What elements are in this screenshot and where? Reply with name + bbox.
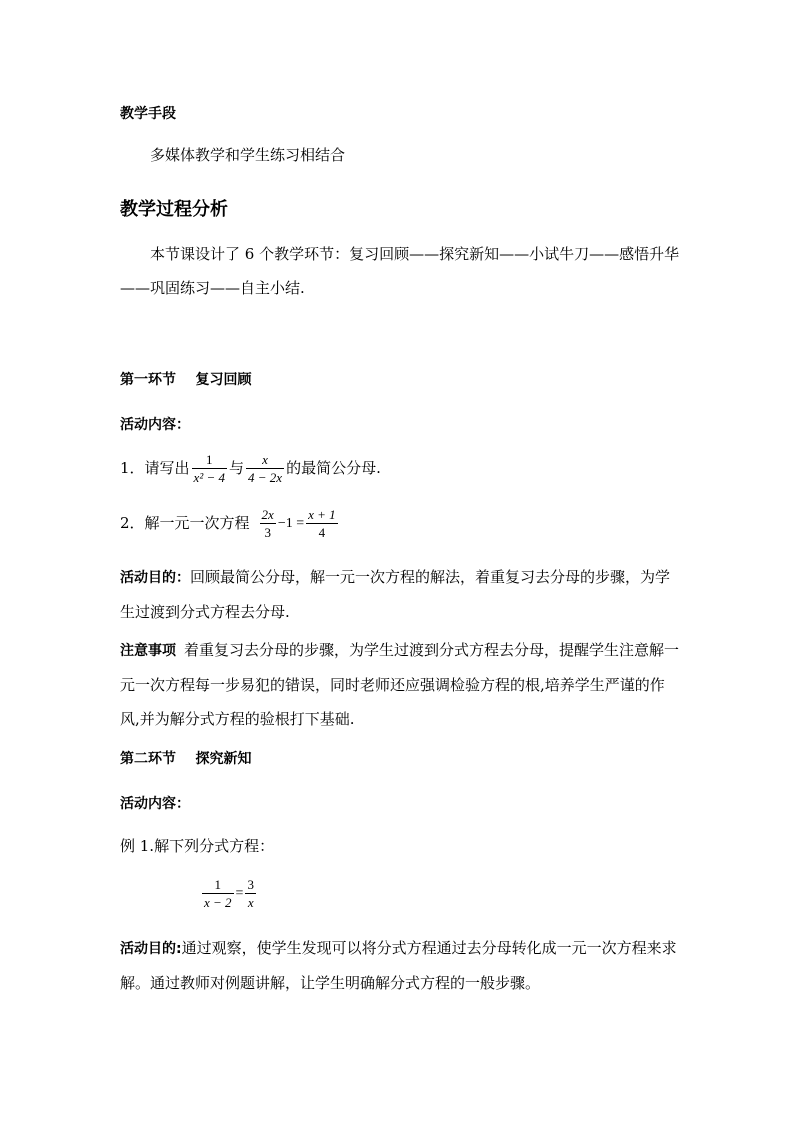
analysis-text: 本节课设计了 6 个教学环节：复习回顾——探究新知——小试牛刀——感悟升华——巩固练习——自主小结. bbox=[120, 245, 680, 297]
item2-frac1 bbox=[260, 506, 276, 541]
eq-frac2 bbox=[245, 876, 256, 911]
section1-heading: 第一环节 复习回顾 bbox=[120, 372, 252, 388]
section2-equation bbox=[200, 876, 258, 911]
item1-frac1-den: x² − 4 bbox=[193, 470, 225, 485]
section2-example: 例 1.解下列分式方程： bbox=[120, 837, 275, 855]
item2-frac1-den: 3 bbox=[264, 525, 271, 540]
item2-frac2 bbox=[306, 506, 338, 541]
section1-content-label: 活动内容： bbox=[120, 417, 190, 433]
item1-frac2-den: 4 − 2x bbox=[248, 470, 283, 485]
section2-purpose-label: 活动目的: bbox=[120, 941, 182, 957]
eq-frac1 bbox=[202, 876, 234, 911]
item1-mid: 与 bbox=[229, 459, 245, 477]
section1-item1 bbox=[120, 451, 381, 486]
section2-purpose-text: 通过观察，使学生发现可以将分式方程通过去分母转化成一元一次方程来求解。通过教师对例题讲解，让学生明确解分式方程的一般步骤。 bbox=[120, 939, 677, 992]
section1-purpose-label: 活动目的： bbox=[120, 570, 190, 586]
section1-purpose bbox=[120, 560, 680, 629]
item1-frac1-num: 1 bbox=[192, 451, 227, 469]
item2-frac2-num: x + 1 bbox=[308, 507, 336, 522]
section1-item2 bbox=[120, 506, 340, 541]
eq-frac2-den: x bbox=[247, 895, 254, 910]
item1-frac2 bbox=[246, 451, 284, 486]
analysis-heading: 教学过程分析 bbox=[120, 199, 228, 220]
section1-purpose-text: 回顾最简公分母，解一元一次方程的解法，着重复习去分母的步骤，为学生过渡到分式方程去分母. bbox=[120, 568, 671, 621]
item1-suffix: 的最简公分母. bbox=[286, 459, 381, 477]
means-text: 多媒体教学和学生练习相结合 bbox=[150, 146, 346, 164]
section2-content-label: 活动内容： bbox=[120, 796, 190, 812]
section2-purpose bbox=[120, 931, 680, 1000]
item2-prefix: 2．解一元一次方程 bbox=[120, 514, 250, 532]
section2-heading: 第二环节 探究新知 bbox=[120, 751, 252, 767]
item2-frac2-den: 4 bbox=[318, 525, 326, 540]
eq-frac1-den: x − 2 bbox=[204, 895, 232, 910]
item1-frac1 bbox=[192, 451, 227, 486]
item1-prefix: 1．请写出 bbox=[120, 459, 190, 477]
item1-frac2-num: x bbox=[246, 451, 284, 469]
section1-note-label: 注意事项 bbox=[120, 643, 176, 659]
section1-note bbox=[120, 633, 680, 736]
item2-mid: −1 = bbox=[277, 516, 305, 531]
section1-note-text: 着重复习去分母的步骤，为学生过渡到分式方程去分母，提醒学生注意解一元一次方程每一步易犯的错误，同时老师还应强调检验方程的根,培养学生严谨的作风,并为解分式方程的验根打下基础. bbox=[120, 641, 680, 728]
eq-frac2-num: 3 bbox=[247, 877, 254, 892]
means-heading: 教学手段 bbox=[120, 106, 176, 122]
item2-frac1-num: 2x bbox=[261, 507, 274, 522]
eq-equals: = bbox=[235, 886, 244, 901]
eq-frac1-num: 1 bbox=[202, 876, 234, 894]
